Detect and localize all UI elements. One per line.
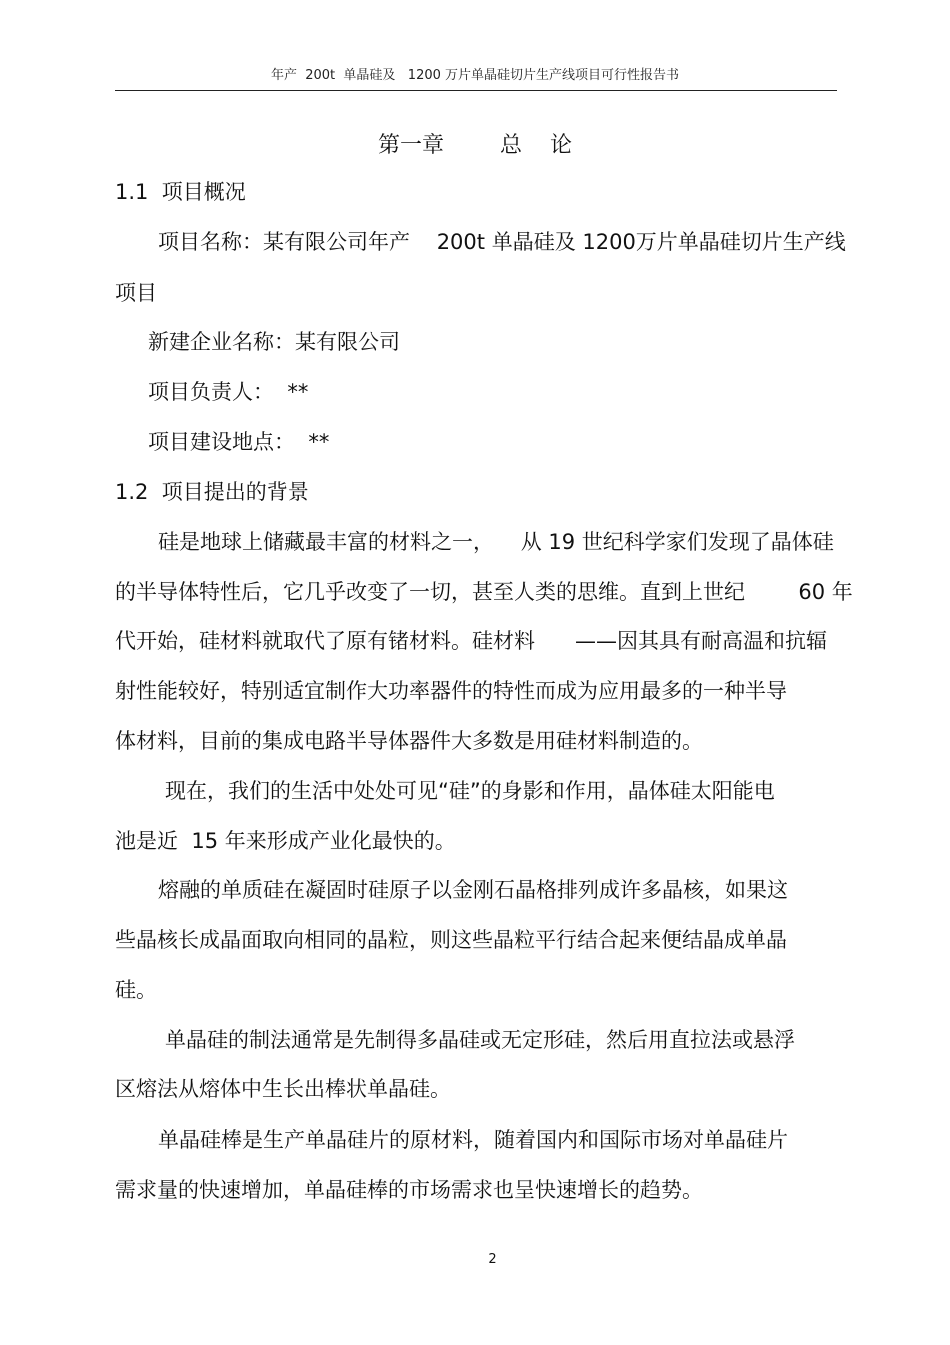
project-name-line-2: 项目 xyxy=(115,281,157,305)
chapter-title: 第一章 总 论 xyxy=(378,133,572,158)
body-line: 射性能较好，特别适宜制作大功率器件的特性而成为应用最多的一种半导 xyxy=(115,679,787,703)
page-number: 2 xyxy=(488,1252,497,1267)
body-line: 些晶核长成晶面取向相同的晶粒，则这些晶粒平行结合起来便结晶成单晶 xyxy=(115,928,787,952)
location-line: 项目建设地点： ** xyxy=(148,430,330,454)
body-line: 代开始，硅材料就取代了原有锗材料。硅材料 ——因其具有耐高温和抗辐 xyxy=(115,629,828,653)
body-line: 区熔法从熔体中生长出棒状单晶硅。 xyxy=(115,1077,451,1101)
body-line: 的半导体特性后，它几乎改变了一切，甚至人类的思维。直到上世纪 60 年 xyxy=(115,580,853,604)
body-line: 硅是地球上储藏最丰富的材料之一， 从 19 世纪科学家们发现了晶体硅 xyxy=(158,530,834,554)
leader-line: 项目负责人： ** xyxy=(148,380,309,404)
section-heading-1-2: 1.2 项目提出的背景 xyxy=(115,480,309,504)
running-header: 年产 200t 单晶硅及 1200 万片单晶硅切片生产线项目可行性报告书 xyxy=(270,68,680,83)
body-line: 现在，我们的生活中处处可见“硅”的身影和作用，晶体硅太阳能电 xyxy=(165,779,775,803)
body-line: 熔融的单质硅在凝固时硅原子以金刚石晶格排列成许多晶核，如果这 xyxy=(158,878,788,902)
body-line: 池是近 15 年来形成产业化最快的。 xyxy=(115,829,456,853)
body-line: 单晶硅棒是生产单晶硅片的原材料，随着国内和国际市场对单晶硅片 xyxy=(158,1128,788,1152)
body-line: 需求量的快速增加，单晶硅棒的市场需求也呈快速增长的趋势。 xyxy=(115,1178,703,1202)
body-line: 体材料，目前的集成电路半导体器件大多数是用硅材料制造的。 xyxy=(115,729,703,753)
company-line: 新建企业名称：某有限公司 xyxy=(148,330,400,354)
section-heading-1-1: 1.1 项目概况 xyxy=(115,180,246,204)
project-name-line-1: 项目名称：某有限公司年产 200t 单晶硅及 1200万片单晶硅切片生产线 xyxy=(158,230,846,254)
body-line: 单晶硅的制法通常是先制得多晶硅或无定形硅，然后用直拉法或悬浮 xyxy=(165,1028,795,1052)
header-rule xyxy=(115,90,837,91)
body-line: 硅。 xyxy=(115,978,157,1002)
